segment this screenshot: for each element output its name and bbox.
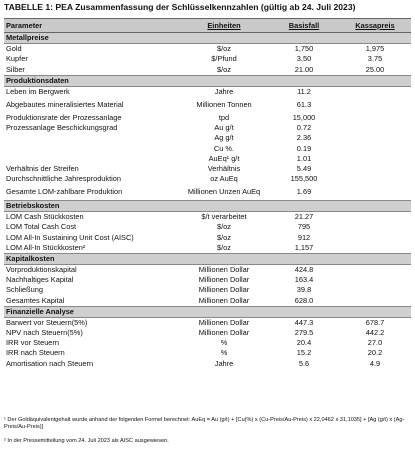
- table-row: [4, 164, 411, 174]
- cell-spot-price: [339, 243, 411, 254]
- cell-spot-price: [339, 264, 411, 275]
- cell-base-case: 2.36: [296, 133, 312, 143]
- table-row: [4, 295, 411, 306]
- cell-parameter: Barwert vor Steuern(5%): [6, 317, 88, 327]
- cell-unit: Millionen Dollar: [198, 285, 250, 295]
- cell-unit: Jahre: [214, 358, 234, 368]
- table-row: [4, 97, 411, 113]
- footnote-1: ¹ Der Goldäquivalentgehalt wurde anhand der folgenden Formel berechnet: AuEq = Au (g/t) + [Cu(%) x (Cu-Preis/Au-Preis) x 22,0462 x 31,1035] + [Ag (g/t) x (Ag-Preis/Au-Preis)]: [4, 417, 405, 430]
- cell-base-case: 163.4: [294, 275, 314, 285]
- cell-base-case: 795: [297, 222, 311, 232]
- cell-unit: %: [220, 348, 228, 358]
- table-row: [4, 133, 411, 143]
- kpi-table: [4, 18, 411, 369]
- cell-spot-price: [339, 133, 411, 143]
- table-row: [4, 232, 411, 242]
- table-row: [4, 275, 411, 285]
- cell-unit: AuEq¹ g/t: [208, 153, 240, 163]
- cell-unit: Millionen Dollar: [198, 327, 250, 337]
- cell-unit: $/oz: [217, 222, 231, 232]
- cell-unit: $/oz: [217, 44, 231, 54]
- cell-base-case: 21.00: [294, 64, 314, 74]
- cell-base-case: 155,500: [290, 174, 318, 184]
- cell-spot-price: [339, 123, 411, 133]
- table-row: [4, 86, 411, 97]
- cell-unit: Millionen Dollar: [198, 317, 250, 327]
- cell-base-case: 0.19: [296, 143, 312, 153]
- cell-spot-price: [339, 222, 411, 232]
- cell-spot-price: 25.00: [365, 64, 385, 74]
- cell-base-case: 628.0: [294, 295, 314, 305]
- table-row: [4, 143, 411, 153]
- cell-parameter: Durchschnittliche Jahresproduktion: [6, 174, 122, 184]
- table-row: [4, 285, 411, 295]
- table-row: [4, 358, 411, 368]
- cell-spot-price: 1,975: [365, 44, 385, 54]
- table-row: [4, 222, 411, 232]
- cell-unit: Jahre: [214, 86, 234, 96]
- cell-parameter: Verhältnis der Streifen: [6, 163, 79, 173]
- cell-unit: Millionen Tonnen: [196, 99, 252, 109]
- cell-unit: $/t verarbeitet: [201, 212, 247, 222]
- cell-parameter: Produktionsrate der Prozessanlage: [6, 112, 122, 122]
- footnote-2: ² In der Pressemitteilung vom 24. Juli 2023 als AISC ausgewiesen.: [4, 438, 169, 444]
- header-units: Einheiten: [179, 19, 269, 33]
- cell-base-case: 15,000: [292, 112, 316, 122]
- cell-base-case: 1.69: [296, 187, 312, 197]
- cell-spot-price: [339, 212, 411, 223]
- cell-parameter: IRR nach Steuern: [6, 348, 65, 358]
- section-title: Kapitalkosten: [4, 253, 411, 264]
- section-header: [4, 33, 411, 44]
- cell-unit: Millionen Unzen AuEq: [187, 187, 261, 197]
- cell-parameter: Vorproduktionskapital: [6, 265, 77, 275]
- cell-base-case: 1.01: [296, 153, 312, 163]
- table-row: [4, 184, 411, 201]
- cell-base-case: 424.8: [294, 265, 314, 275]
- cell-base-case: 11.2: [297, 86, 311, 96]
- cell-spot-price: [339, 285, 411, 295]
- table-row: [4, 123, 411, 133]
- cell-parameter: Prozessanlage Beschickungsgrad: [6, 123, 118, 133]
- cell-parameter: LOM All-In Sustaining Unit Cost (AISC): [6, 232, 134, 242]
- cell-unit: %: [220, 338, 228, 348]
- section-title: Produktionsdaten: [4, 75, 411, 86]
- cell-base-case: 5.6: [298, 358, 310, 368]
- table-row: [4, 174, 411, 184]
- cell-base-case: 1,750: [294, 44, 314, 54]
- cell-parameter: Abgebautes mineralisiertes Material: [6, 99, 124, 109]
- cell-base-case: 5.49: [296, 163, 312, 173]
- cell-spot-price: [339, 154, 411, 164]
- cell-base-case: 21.27: [294, 212, 314, 222]
- cell-parameter: Kupfer: [6, 54, 28, 64]
- cell-spot-price: [339, 295, 411, 306]
- table-row: [4, 317, 411, 328]
- table-row: [4, 212, 411, 223]
- cell-base-case: 20.4: [296, 338, 312, 348]
- cell-parameter: Nachhaltiges Kapital: [6, 275, 74, 285]
- cell-base-case: 39.8: [296, 285, 312, 295]
- cell-base-case: 447.3: [294, 317, 314, 327]
- cell-parameter: [4, 143, 179, 153]
- cell-spot-price: [339, 174, 411, 184]
- section-title: Betriebskosten: [4, 201, 411, 212]
- cell-parameter: LOM Cash Stückkosten: [6, 212, 84, 222]
- header-parameter: Parameter: [4, 19, 179, 33]
- cell-unit: Millionen Dollar: [198, 275, 250, 285]
- cell-base-case: 3.50: [296, 54, 312, 64]
- cell-parameter: Schließung: [6, 285, 43, 295]
- cell-spot-price: 27.0: [367, 338, 383, 348]
- cell-unit: Verhältnis: [207, 163, 241, 173]
- cell-spot-price: [339, 184, 411, 201]
- cell-base-case: 0.72: [296, 123, 312, 133]
- table-title: TABELLE 1: PEA Zusammenfassung der Schlüsselkennzahlen (gültig ab 24. Juli 2023): [4, 2, 356, 12]
- cell-base-case: 61.3: [296, 99, 312, 109]
- cell-spot-price: 442.2: [365, 327, 385, 337]
- section-header: [4, 253, 411, 264]
- cell-unit: $/oz: [217, 242, 231, 252]
- cell-unit: Ag g/t: [214, 133, 234, 143]
- cell-unit: oz AuEq: [210, 174, 238, 184]
- cell-unit: Millionen Dollar: [198, 295, 250, 305]
- header-row: [4, 19, 411, 33]
- table-body: [4, 33, 411, 369]
- section-header: [4, 306, 411, 317]
- cell-parameter: Leben im Bergwerk: [6, 86, 70, 96]
- cell-unit: $/oz: [217, 64, 231, 74]
- cell-parameter: Amortisation nach Steuern: [6, 358, 94, 368]
- table-row: [4, 64, 411, 75]
- cell-parameter: Silber: [6, 64, 25, 74]
- table-row: [4, 338, 411, 348]
- cell-parameter: NPV nach Steuern(5%): [6, 327, 83, 337]
- table-row: [4, 113, 411, 123]
- cell-spot-price: 3.75: [367, 54, 383, 64]
- header-base-case: Basisfall: [269, 19, 339, 33]
- cell-spot-price: [339, 143, 411, 153]
- cell-base-case: 912: [297, 232, 311, 242]
- cell-unit: tpd: [218, 112, 230, 122]
- cell-base-case: 279.5: [294, 327, 314, 337]
- section-header: [4, 75, 411, 86]
- cell-unit: Au g/t: [214, 123, 234, 133]
- table-row: [4, 154, 411, 164]
- cell-base-case: 1,157: [294, 242, 314, 252]
- cell-parameter: [4, 154, 179, 164]
- cell-unit: $/oz: [217, 232, 231, 242]
- header-spot-price: Kassapreis: [339, 19, 411, 33]
- cell-parameter: Gesamte LOM-zahlbare Produktion: [6, 187, 123, 197]
- section-header: [4, 201, 411, 212]
- cell-spot-price: [339, 275, 411, 285]
- cell-parameter: LOM All-In Stückkosten²: [6, 242, 86, 252]
- cell-base-case: 15.2: [296, 348, 312, 358]
- cell-parameter: Gold: [6, 44, 22, 54]
- cell-spot-price: 678.7: [365, 317, 385, 327]
- cell-parameter: IRR vor Steuern: [6, 338, 59, 348]
- section-title: Metallpreise: [4, 33, 411, 44]
- cell-unit: $/Pfund: [211, 54, 237, 64]
- cell-parameter: Gesamtes Kapital: [6, 295, 65, 305]
- cell-parameter: LOM Total Cash Cost: [6, 222, 77, 232]
- cell-spot-price: [339, 86, 411, 97]
- cell-spot-price: [339, 113, 411, 123]
- cell-spot-price: [339, 97, 411, 113]
- cell-unit: Cu %.: [213, 143, 235, 153]
- table-row: [4, 54, 411, 64]
- section-title: Finanzielle Analyse: [4, 306, 411, 317]
- cell-spot-price: [339, 164, 411, 174]
- cell-spot-price: [339, 232, 411, 242]
- cell-unit: Millionen Dollar: [198, 265, 250, 275]
- table-row: [4, 264, 411, 275]
- table-row: [4, 243, 411, 254]
- cell-parameter: [4, 133, 179, 143]
- table-row: [4, 328, 411, 338]
- table-row: [4, 348, 411, 358]
- cell-spot-price: 4.9: [369, 358, 381, 368]
- table-row: [4, 44, 411, 55]
- cell-spot-price: 20.2: [367, 348, 383, 358]
